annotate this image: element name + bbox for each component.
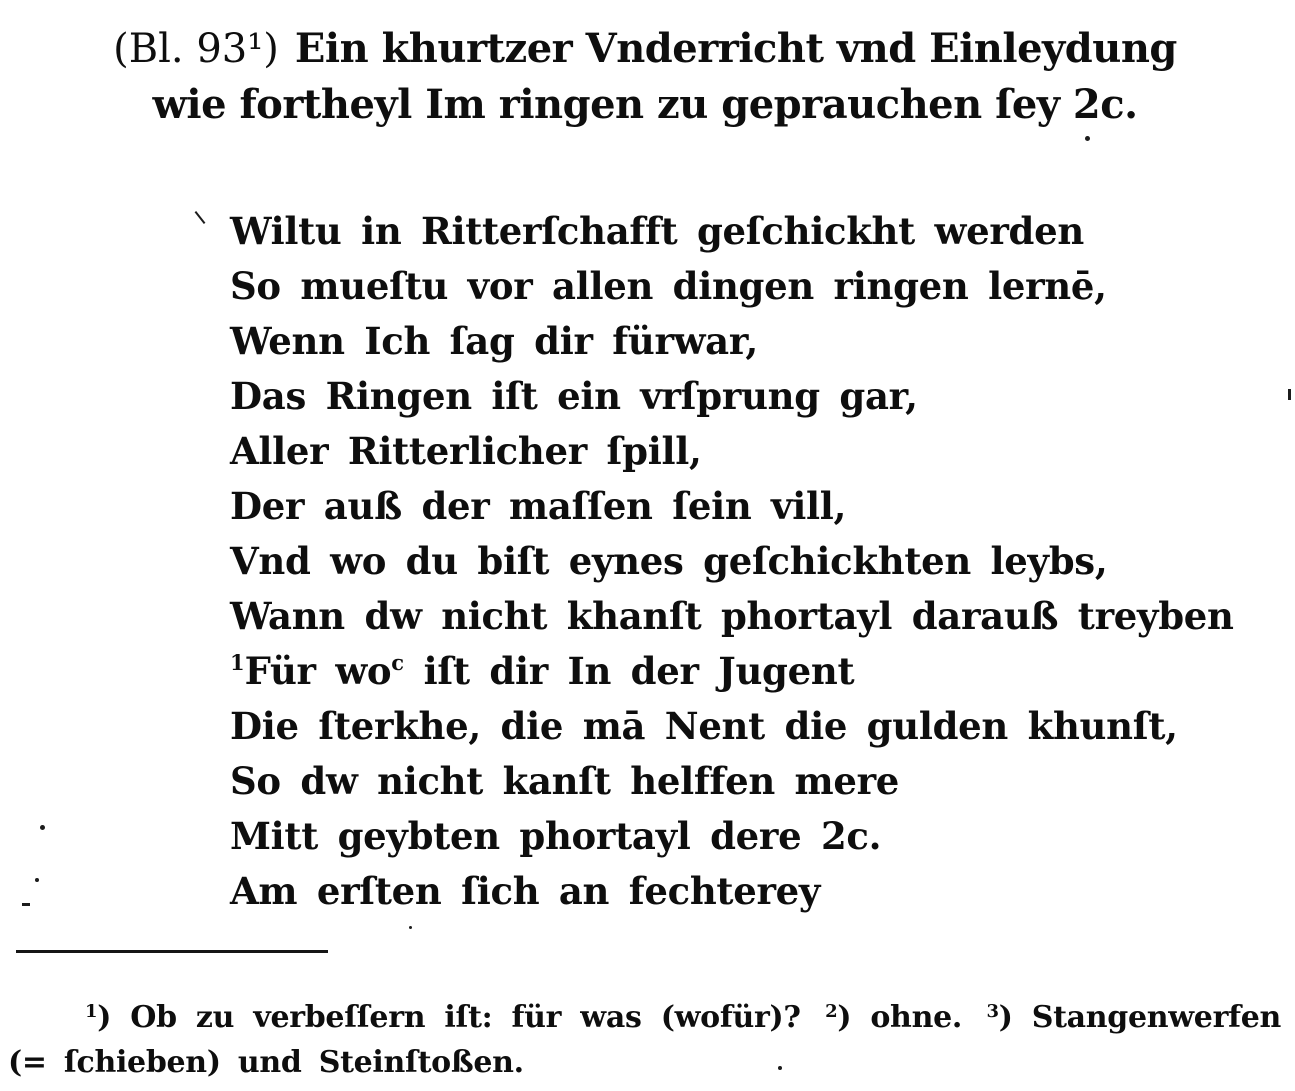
- poem-line-5: Aller Ritterlicher ſpill,: [230, 429, 702, 473]
- poem-line-9-text-b: iſt dir In der Jugent: [404, 649, 855, 693]
- scan-speck-tick: [1288, 389, 1291, 400]
- poem-line-1: Wiltu in Ritterſchafft geſchickht werden: [230, 209, 1084, 253]
- superscript-c-mark: c: [391, 650, 405, 675]
- poem-line-3: Wenn Ich ſag dir fürwar,: [230, 319, 758, 363]
- footnote-3: [986, 997, 1281, 1039]
- page-heading: [0, 22, 1290, 132]
- poem-line-4: Das Ringen iſt ein vrſprung gar,: [230, 374, 918, 418]
- poem-line-13: Am erſten ſich an fechterey: [230, 869, 821, 913]
- footnote-1: [85, 997, 801, 1039]
- poem-line-11: So dw nicht kanſt helffen mere: [230, 759, 900, 803]
- footnote-3-text: ) Stangenwerfen: [998, 1000, 1281, 1035]
- poem-line-12: Mitt geybten phortayl dere 2c.: [230, 814, 882, 858]
- scan-speck-dot: [1085, 136, 1090, 141]
- poem-line-9-text-a: Für wo: [244, 649, 392, 693]
- scan-speck-dot: [409, 926, 412, 929]
- scan-speck-dot: [35, 878, 39, 882]
- poem-line-10: Die ſterkhe, die mā Nent die gulden khunſt,: [230, 704, 1178, 748]
- footnote-separator-rule: [16, 950, 328, 953]
- poem-line-9: [230, 644, 1234, 699]
- scan-speck-slash: [195, 211, 206, 224]
- footnote-3-marker: 3: [986, 1001, 999, 1022]
- scan-speck-dot: [40, 825, 45, 830]
- footnotes: [0, 997, 1295, 1084]
- poem-line-7: Vnd wo du biſt eynes geſchickhten leybs,: [230, 539, 1108, 583]
- folio-reference: (Bl. 93¹): [113, 26, 279, 72]
- scan-speck-dot: [778, 1066, 782, 1070]
- title-line-2: wie fortheyl Im ringen zu geprauchen ſey 2c.: [152, 81, 1138, 128]
- footnote-1-text: ) Ob zu verbeſſern iſt: für was (wofür)?: [97, 1000, 801, 1035]
- poem-line-2: So mueſtu vor allen dingen ringen lernē,: [230, 264, 1107, 308]
- poem-line-6: Der auß der maſſen ſein vill,: [230, 484, 847, 528]
- heading-line-1: [0, 22, 1290, 76]
- footnotes-line-1: [0, 997, 1295, 1039]
- footnote-3-continuation: (= ſchieben) und Steinſtoßen.: [8, 1045, 524, 1080]
- title-line-1: Ein khurtzer Vnderricht vnd Einleydung: [294, 25, 1177, 72]
- scan-speck-dash: [22, 903, 30, 906]
- poem-text: [230, 204, 1234, 919]
- footnote-2-marker: 2: [825, 1001, 838, 1022]
- footnote-2: [825, 997, 962, 1039]
- footnote-2-text: ) ohne.: [837, 1000, 963, 1035]
- poem-line-8: Wann dw nicht khanſt phortayl darauß treyben: [230, 594, 1234, 638]
- footnote-ref-1-marker: 1: [230, 650, 245, 675]
- footnote-1-marker: 1: [85, 1001, 98, 1022]
